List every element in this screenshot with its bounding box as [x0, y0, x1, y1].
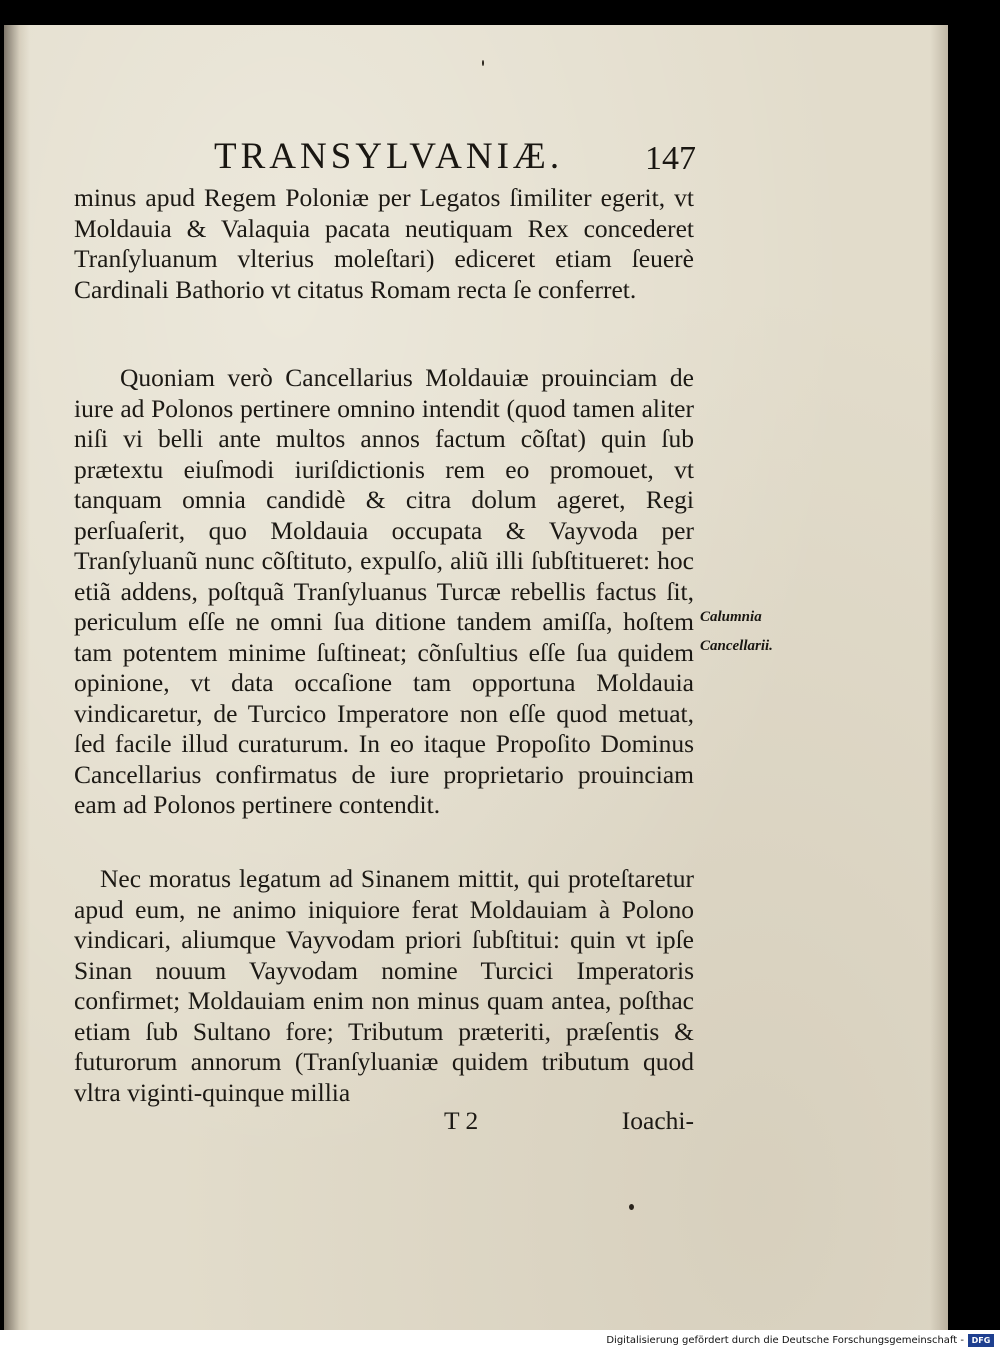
catchline	[74, 1106, 694, 1138]
ink-speck	[482, 60, 484, 66]
running-header	[214, 135, 694, 179]
signature-mark: T 2	[444, 1106, 479, 1135]
margin-note	[700, 603, 810, 661]
funding-credit: Digitalisierung gefördert durch die Deutsche Forschungsgemeinschaft -	[606, 1335, 964, 1346]
ink-speck	[629, 1204, 634, 1210]
paragraph-quoniam: Quoniam verò Cancellarius Moldauiæ prouinciam de iure ad Polonos pertinere omnino intendit (quod tamen aliter niſi vi belli ante multos annos factum cõſtat) quin ſub prætextu eiuſmodi iuriſdictionis rem eo promouet, vt tanquam omnia candidè & citra dolum ageret, Regi perſuaſerit, quo Moldauia occupata & Vayvoda per Tranſyluanũ nunc cõſtituto, expulſo, aliũ illi ſubſtitueret: hoc etiã addens, poſtquã Tranſyluanus Turcæ rebellis factus ſit, periculum eſſe ne omni ſua ditione tandem amiſſa, hoſtem tam potentem minime ſuſtineat; cõnſultius eſſe ſua quidem opinione, vt data occaſione tam opportuna Moldauia vindicaretur, de Turcico Imperatore non eſſe quod metuat, ſed facile illud curaturum. In eo itaque Propoſito Dominus Cancellarius confirmatus de iure proprietario prouinciam eam ad Polonos pertinere contendit.	[74, 363, 694, 819]
paragraph-nec-moratus: Nec moratus legatum ad Sinanem mittit, qui proteſtaretur apud eum, ne animo iniquiore ferat Moldauiam à Polono vindicari, aliumque Vayvodam priori ſubſtitui: quin vt ipſe Sinan nouum Vayvodam nomine Turcici Imperatoris confirmet; Moldauiam enim non minus quam antea, poſthac etiam ſub Sultano fore; Tributum præteriti, præſentis & futurorum annorum (Tranſyluaniæ quidem tributum quod vltra viginti-quinque millia	[74, 864, 694, 1107]
page-gutter-shadow	[4, 25, 30, 1330]
dfg-logo: DFG	[968, 1334, 994, 1347]
page-edge-shadow	[930, 25, 948, 1330]
digitization-footer	[0, 1330, 1000, 1352]
catchword: Ioachi-	[621, 1106, 694, 1135]
margin-note-line-2: Cancellarii.	[700, 638, 773, 654]
page-number: 147	[645, 140, 696, 177]
paragraph-continuation: minus apud Regem Poloniæ per Legatos ſimiliter egerit, vt Moldauia & Valaquia pacata neutiquam Rex concederet Tranſyluanum vlterius moleſtari) ediceret etiam ſeuerè Cardinali Bathorio vt citatus Romam recta ſe conferret.	[74, 183, 694, 304]
running-title: TRANSYLVANIÆ.	[214, 136, 564, 177]
margin-note-line-1: Calumnia	[700, 609, 762, 625]
